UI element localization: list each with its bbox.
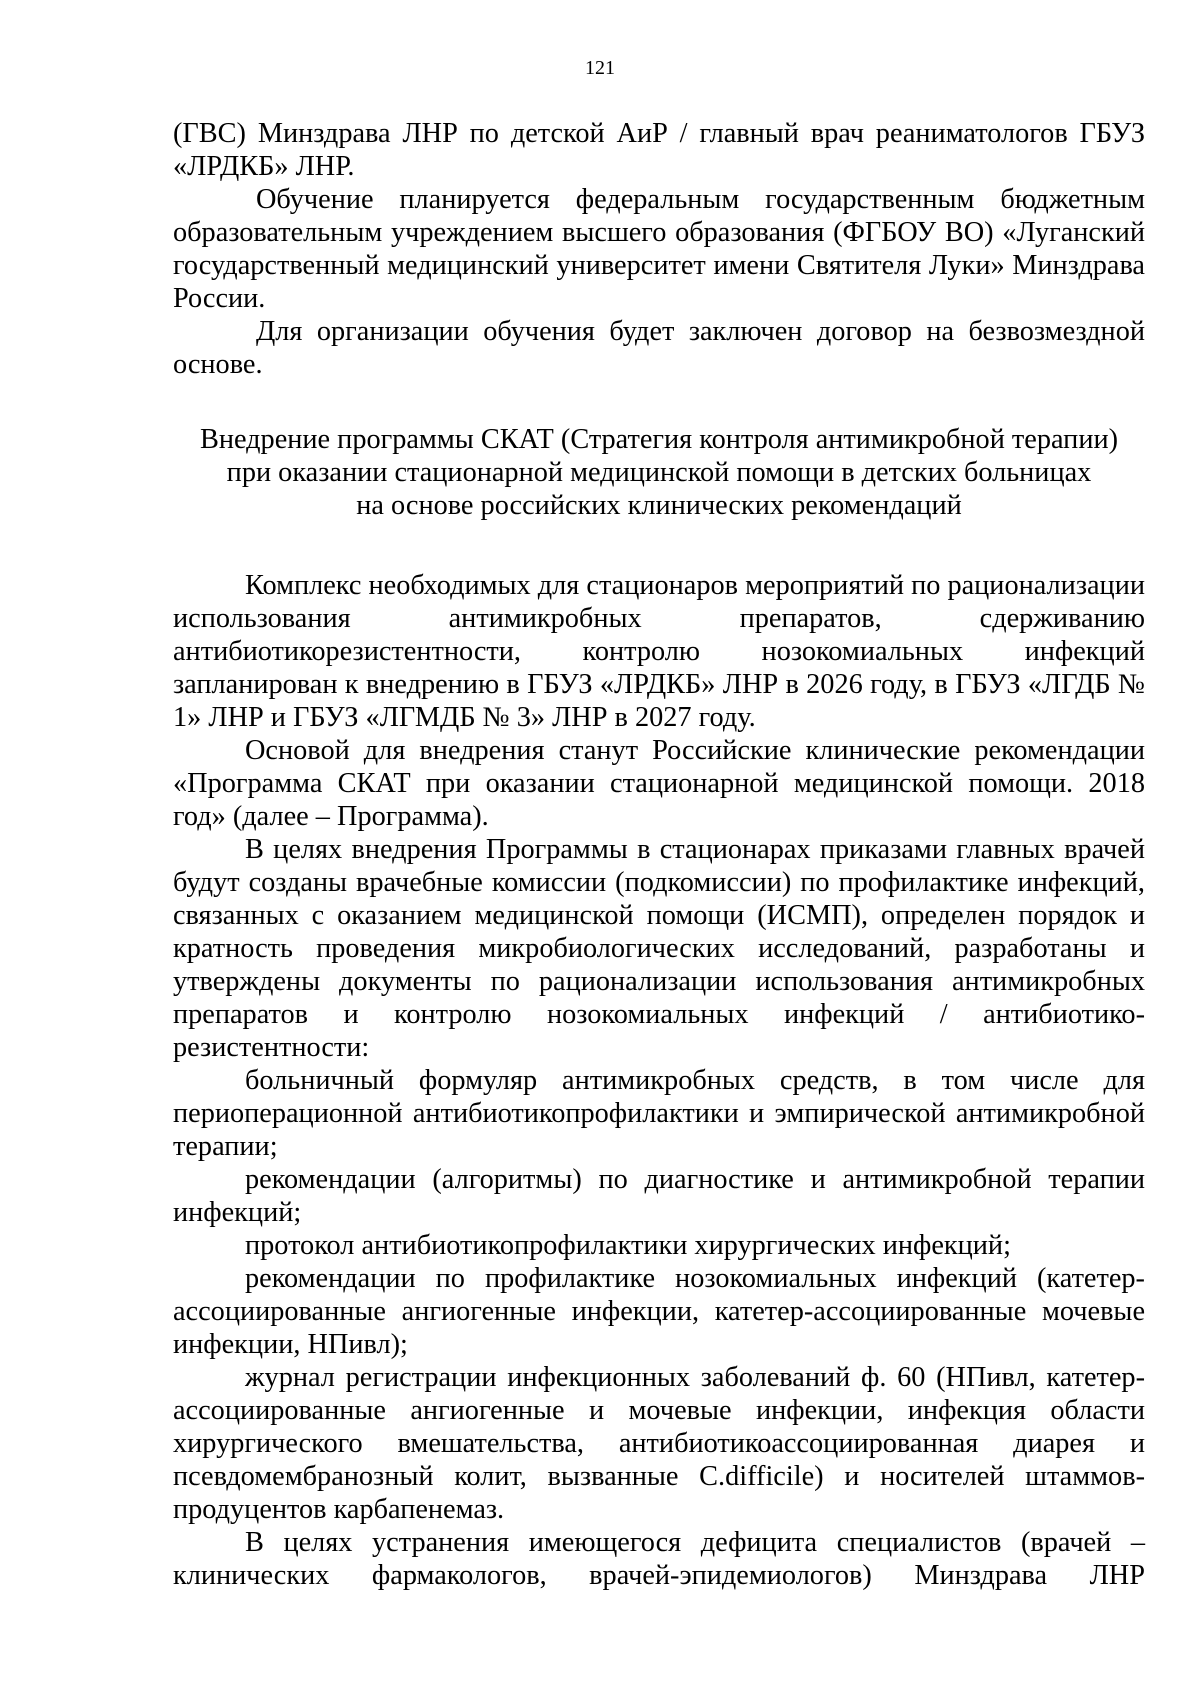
heading-line-1: Внедрение программы СКАТ (Стратегия контроля антимикробной терапии): [199, 424, 1119, 455]
document-body: [173, 117, 1145, 1592]
heading-line-3: на основе российских клинических рекомендаций: [356, 490, 962, 521]
paragraph-gvs: (ГВС) Минздрава ЛНР по детской АиР / главный врач реаниматологов ГБУЗ «ЛРДКБ» ЛНР.: [173, 118, 1145, 182]
paragraph-specialists: В целях устранения имеющегося дефицита специалистов (врачей – клинических фармакологов, врачей-эпидемиологов) Минздрава ЛНР: [173, 1527, 1145, 1591]
paragraph-complex: Комплекс необходимых для стационаров мероприятий по рационализации использования антимикробных препаратов, сдерживанию антибиотикорезистентности, контролю нозокомиальных инфекций запланирован к внедрению в ГБУЗ «ЛРДКБ» ЛНР в 2026 году, в ГБУЗ «ЛГДБ № 1» ЛНР и ГБУЗ «ЛГМДБ № 3» ЛНР в 2027 году.: [173, 570, 1145, 733]
heading-line-2: при оказании стационарной медицинской помощи в детских больницах: [226, 457, 1092, 488]
list-item-recommendations: рекомендации (алгоритмы) по диагностике и антимикробной терапии инфекций;: [173, 1164, 1145, 1228]
paragraph-training: Обучение планируется федеральным государственным бюджетным образовательным учреждением высшего образования (ФГБОУ ВО) «Луганский государственный медицинский университет имени Святителя Луки» Минздрава России.: [173, 184, 1145, 314]
list-item-protocol: протокол антибиотикопрофилактики хирургических инфекций;: [245, 1230, 1011, 1261]
paragraph-agreement: Для организации обучения будет заключен договор на безвозмездной основе.: [173, 316, 1145, 380]
list-item-formulary: больничный формуляр антимикробных средств, в том числе для периоперационной антибиотикопрофилактики и эмпирической антимикробной терапии;: [173, 1065, 1145, 1162]
list-item-journal: журнал регистрации инфекционных заболеваний ф. 60 (НПивл, катетер-ассоциированные ангиогенные и мочевые инфекции, инфекция области хирургического вмешательства, антибиотикоассоциированная диарея и псевдомембранозный колит, вызванные C.difficile) и носителей штаммов-продуцентов карбапенемаз.: [173, 1362, 1145, 1525]
list-item-prevention: рекомендации по профилактике нозокомиальных инфекций (катетер-ассоциированные ангиогенные инфекции, катетер-ассоциированные мочевые инфекции, НПивл);: [173, 1263, 1145, 1360]
page-number: 121: [585, 57, 615, 79]
paragraph-implementation: В целях внедрения Программы в стационарах приказами главных врачей будут созданы врачебные комиссии (подкомиссии) по профилактике инфекций, связанных с оказанием медицинской помощи (ИСМП), определен порядок и кратность проведения микробиологических исследований, разработаны и утверждены документы по рационализации использования антимикробных препаратов и контролю нозокомиальных инфекций / антибиотико-резистентности:: [173, 834, 1145, 1063]
paragraph-basis: Основой для внедрения станут Российские клинические рекомендации «Программа СКАТ при оказании стационарной медицинской помощи. 2018 год» (далее – Программа).: [173, 735, 1145, 832]
section-heading: [173, 423, 1145, 522]
